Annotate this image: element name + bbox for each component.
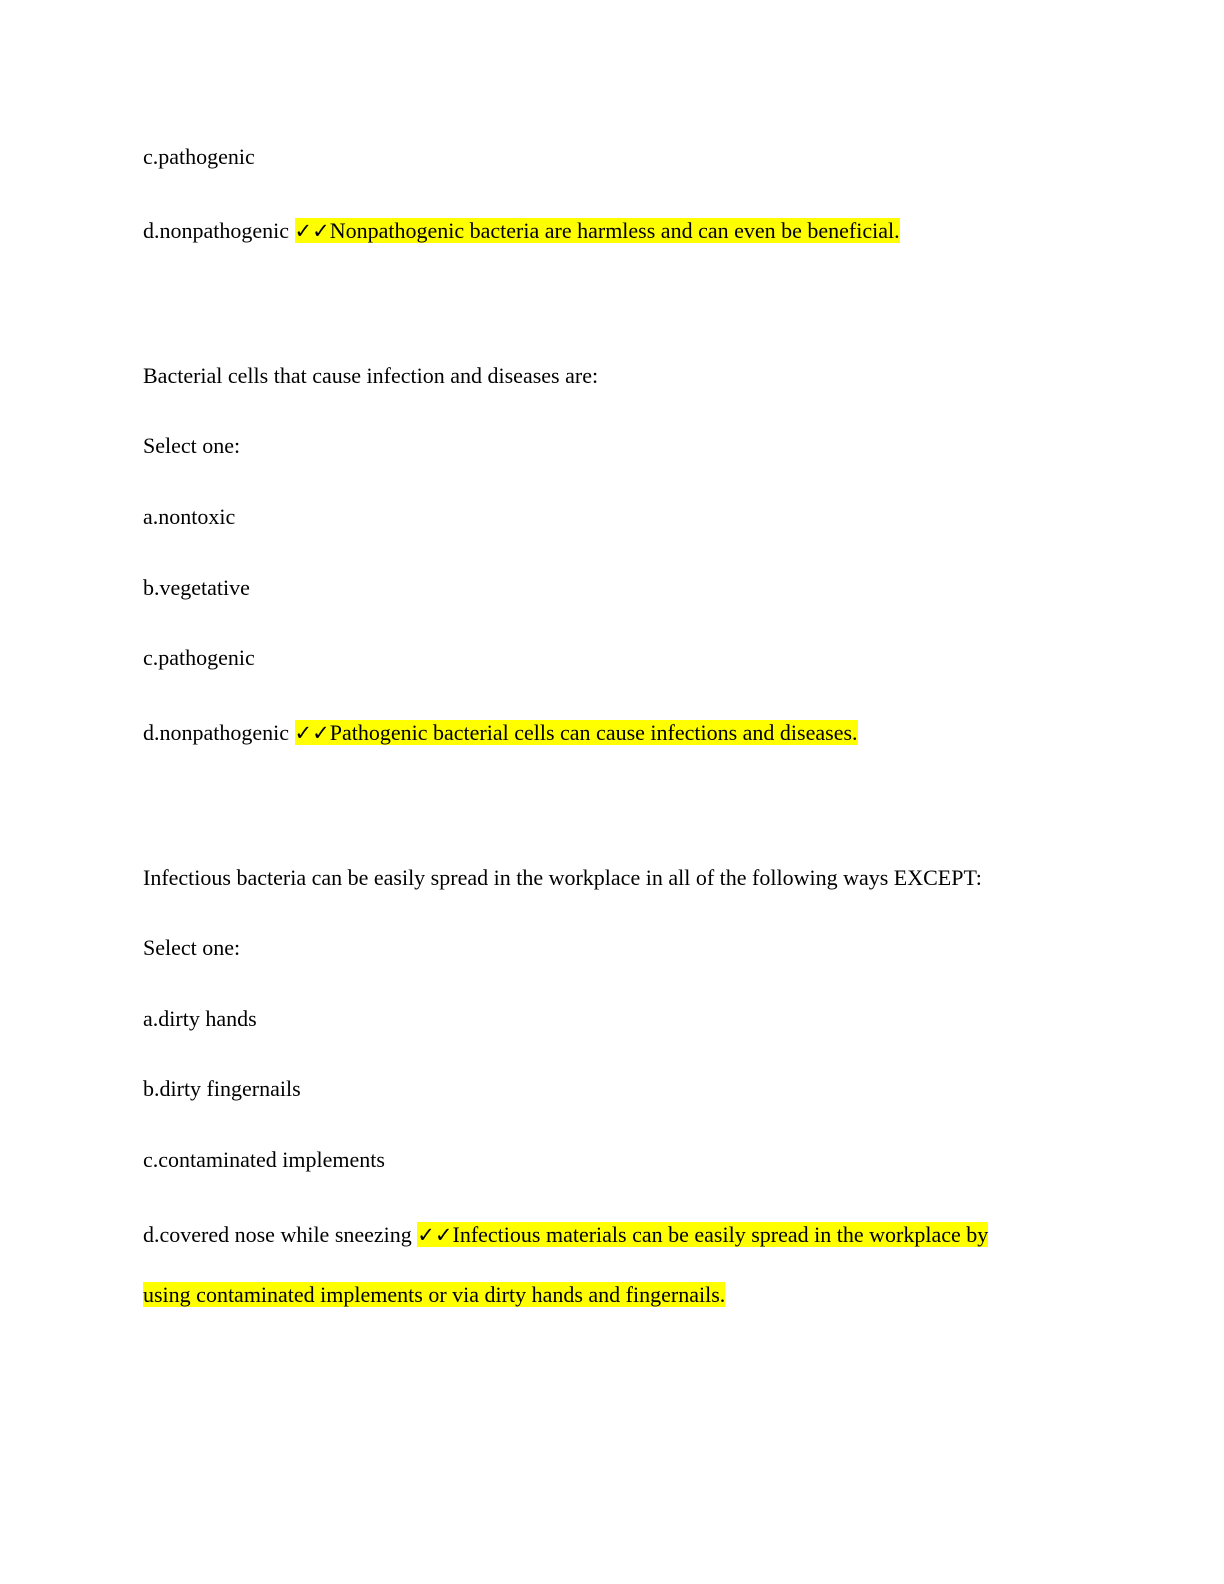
option-c: c.contaminated implements [143, 1147, 385, 1172]
option-a: a.dirty hands [143, 1006, 257, 1031]
option-d: d.covered nose while sneezing [143, 1222, 412, 1247]
double-check-icon: ✓✓ [294, 219, 330, 243]
answer-highlight [295, 720, 858, 745]
option-d: d.nonpathogenic [143, 218, 290, 243]
option-d-with-answer [143, 718, 858, 748]
answer-continuation [143, 1280, 725, 1310]
option-b: b.vegetative [143, 575, 250, 600]
double-check-icon: ✓✓ [294, 721, 330, 745]
answer-highlight [295, 218, 900, 243]
answer-explanation: Nonpathogenic bacteria are harmless and can even be beneficial. [329, 218, 900, 243]
question-text: Infectious bacteria can be easily spread in the workplace in all of the following ways EXCEPT: [143, 865, 982, 890]
answer-explanation-line2: using contaminated implements or via dirty hands and fingernails. [143, 1282, 726, 1307]
select-one-prompt: Select one: [143, 935, 241, 960]
option-a: a.nontoxic [143, 504, 236, 529]
option-c: c.pathogenic [143, 144, 255, 169]
option-d: d.nonpathogenic [143, 720, 290, 745]
answer-explanation-line1: Infectious materials can be easily spread in the workplace by [452, 1222, 989, 1247]
option-c: c.pathogenic [143, 645, 255, 670]
option-d-with-answer [143, 1220, 988, 1250]
option-d-with-answer [143, 216, 900, 246]
answer-explanation: Pathogenic bacterial cells can cause infections and diseases. [329, 720, 858, 745]
question-text: Bacterial cells that cause infection and diseases are: [143, 363, 599, 388]
double-check-icon: ✓✓ [417, 1223, 453, 1247]
answer-highlight [417, 1222, 988, 1247]
option-b: b.dirty fingernails [143, 1076, 301, 1101]
select-one-prompt: Select one: [143, 433, 241, 458]
